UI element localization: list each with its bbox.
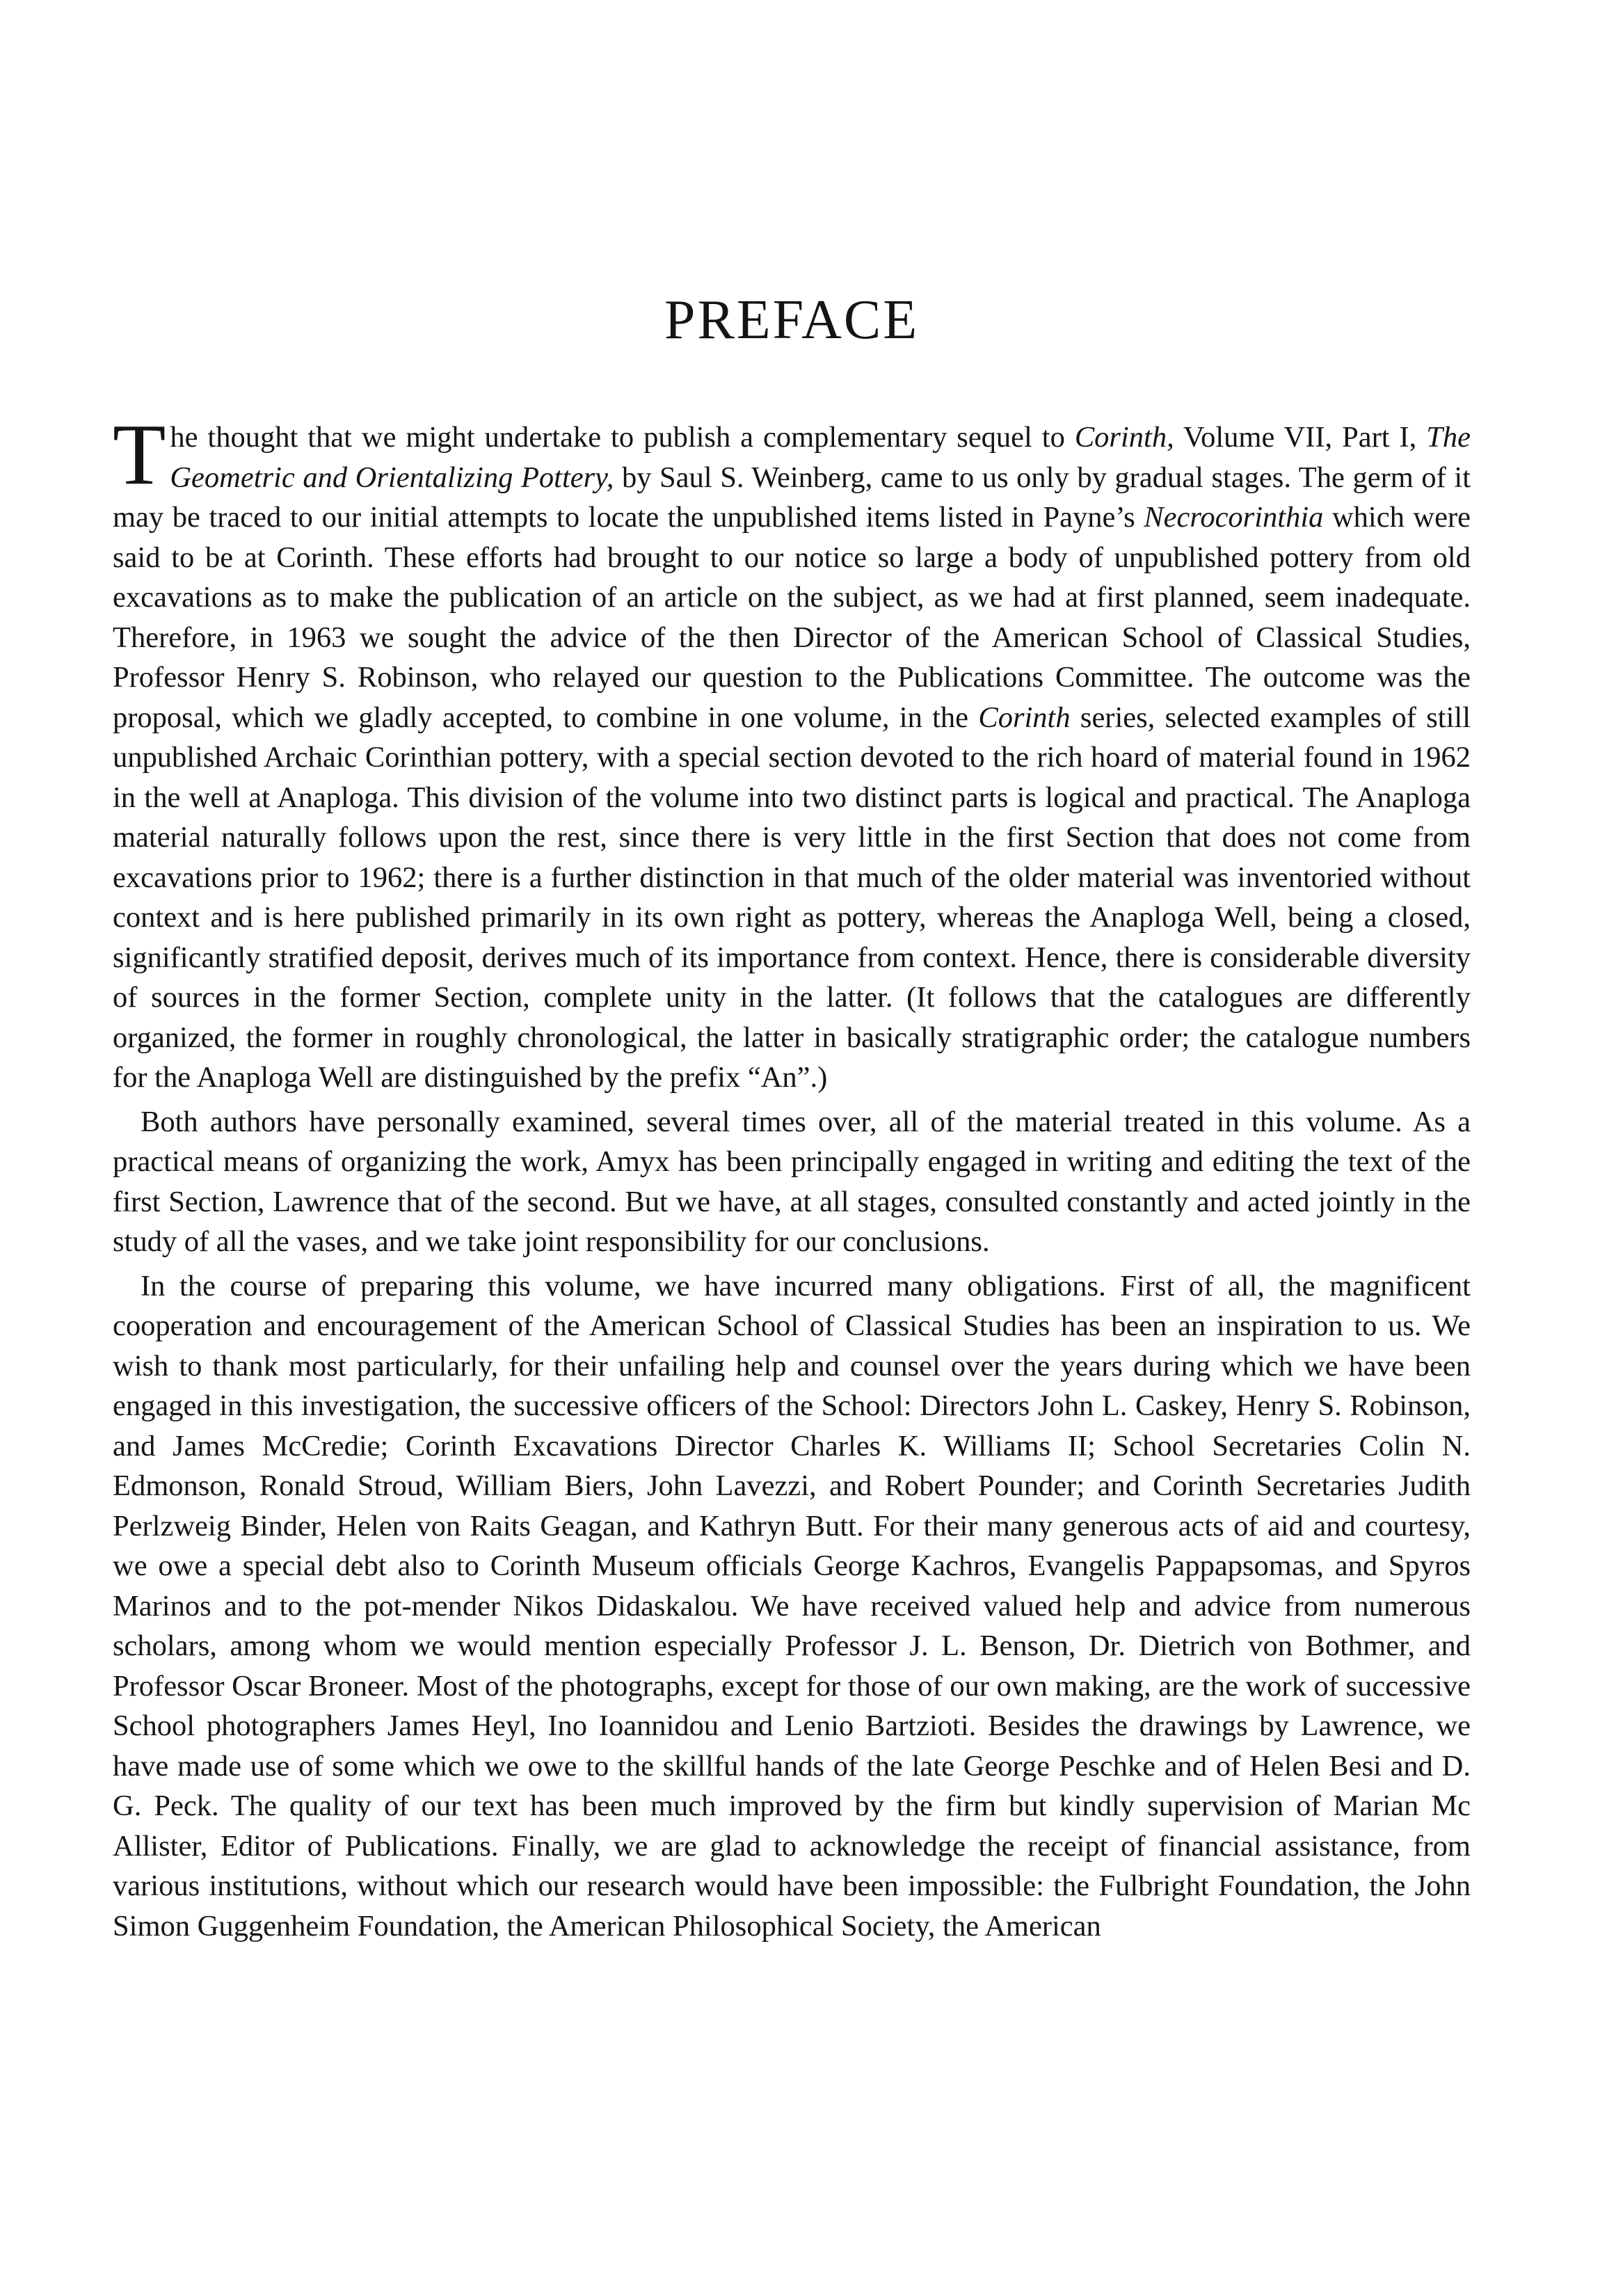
paragraph <box>113 1266 1471 1947</box>
text-run: he thought that we might undertake to publish a complementary sequel to <box>170 421 1075 454</box>
italic-text: The Geometric and Orientalizing Pottery, <box>170 421 1471 494</box>
paragraph <box>113 407 1471 1098</box>
italic-text: Corinth, <box>1074 421 1174 454</box>
paragraph <box>113 1102 1471 1262</box>
text-run: which were said to be at Corinth. These efforts had brought to our notice so large a body of unpublished pottery from old excavations as to make the publication of an article on the subject, as we had at first planned, seem inadequate. Therefore, in 1963 we sought the advice of the then Director of the American School of Classical Studies, Professor Henry S. Robinson, who relayed our question to the Publications Committee. The outcome was the proposal, which we gladly accepted, to combine in one volume, in the <box>113 501 1471 734</box>
text-run: Both authors have personally examined, several times over, all of the material treated in this volume. As a practical means of organizing the work, Amyx has been principally engaged in writing and editing the text of the first Section, Lawrence that of the second. But we have, at all stages, consulted constantly and acted jointly in the study of all the vases, and we take joint responsibility for our conclusions. <box>113 1105 1471 1258</box>
preface-body <box>113 407 1471 1946</box>
text-run: by Saul S. Weinberg, came to us only by gradual stages. The germ of it may be traced to our initial attempts to locate the unpublished items listed in Payne’s <box>113 461 1471 534</box>
text-run: series, selected examples of still unpublished Archaic Corinthian pottery, with a special section devoted to the rich hoard of material found in 1962 in the well at Anaploga. This division of the volume into two distinct parts is logical and practical. The Anaploga material naturally follows upon the rest, since there is very little in the first Section that does not come from excavations prior to 1962; there is a further distinction in that much of the older material was inventoried without context and is here published primarily in its own right as pottery, whereas the Anaploga Well, being a closed, significantly stratified deposit, derives much of its importance from context. Hence, there is considerable diversity of sources in the former Section, complete unity in the latter. (It follows that the catalogues are differently organized, the former in roughly chronological, the latter in basically stratigraphic order; the catalogue numbers for the Anaploga Well are distinguished by the prefix “An”.) <box>113 701 1471 1094</box>
text-run: Volume VII, Part I, <box>1174 421 1427 454</box>
preface-page <box>113 289 1471 1946</box>
page-title: PREFACE <box>664 289 920 351</box>
italic-text: Corinth <box>978 701 1071 734</box>
text-run: In the course of preparing this volume, we have incurred many obligations. First of all, the magnificent cooperation and encouragement of the American School of Classical Studies has been an inspiration to us. We wish to thank most particularly, for their unfailing help and counsel over the years during which we have been engaged in this investigation, the successive officers of the School: Directors John L. Caskey, Henry S. Robinson, and James McCredie; Corinth Excavations Director Charles K. Williams II; School Secretaries Colin N. Edmonson, Ronald Stroud, William Biers, John Lavezzi, and Robert Pounder; and Corinth Secretaries Judith Perlzweig Binder, Helen von Raits Geagan, and Kathryn Butt. For their many generous acts of aid and courtesy, we owe a special debt also to Corinth Museum officials George Kachros, Evangelis Pappapsomas, and Spyros Marinos and to the pot-mender Nikos Didaskalou. We have received valued help and advice from numerous scholars, among whom we would mention especially Professor J. L. Benson, Dr. Dietrich von Bothmer, and Professor Oscar Broneer. Most of the photographs, except for those of our own making, are the work of successive School photographers James Heyl, Ino Ioannidou and Lenio Bartzioti. Besides the drawings by Lawrence, we have made use of some which we owe to the skillful hands of the late George Peschke and of Helen Besi and D. G. Peck. The quality of our text has been much improved by the firm but kindly supervision of Marian Mc Allister, Editor of Publications. Finally, we are glad to acknowledge the receipt of financial assistance, from various institutions, without which our research would have been impossible: the Fulbright Foundation, the John Simon Guggenheim Foundation, the American Philosophical Society, the American <box>113 1269 1471 1943</box>
italic-text: Necrocorinthia <box>1144 501 1324 534</box>
drop-cap: T <box>113 407 166 503</box>
